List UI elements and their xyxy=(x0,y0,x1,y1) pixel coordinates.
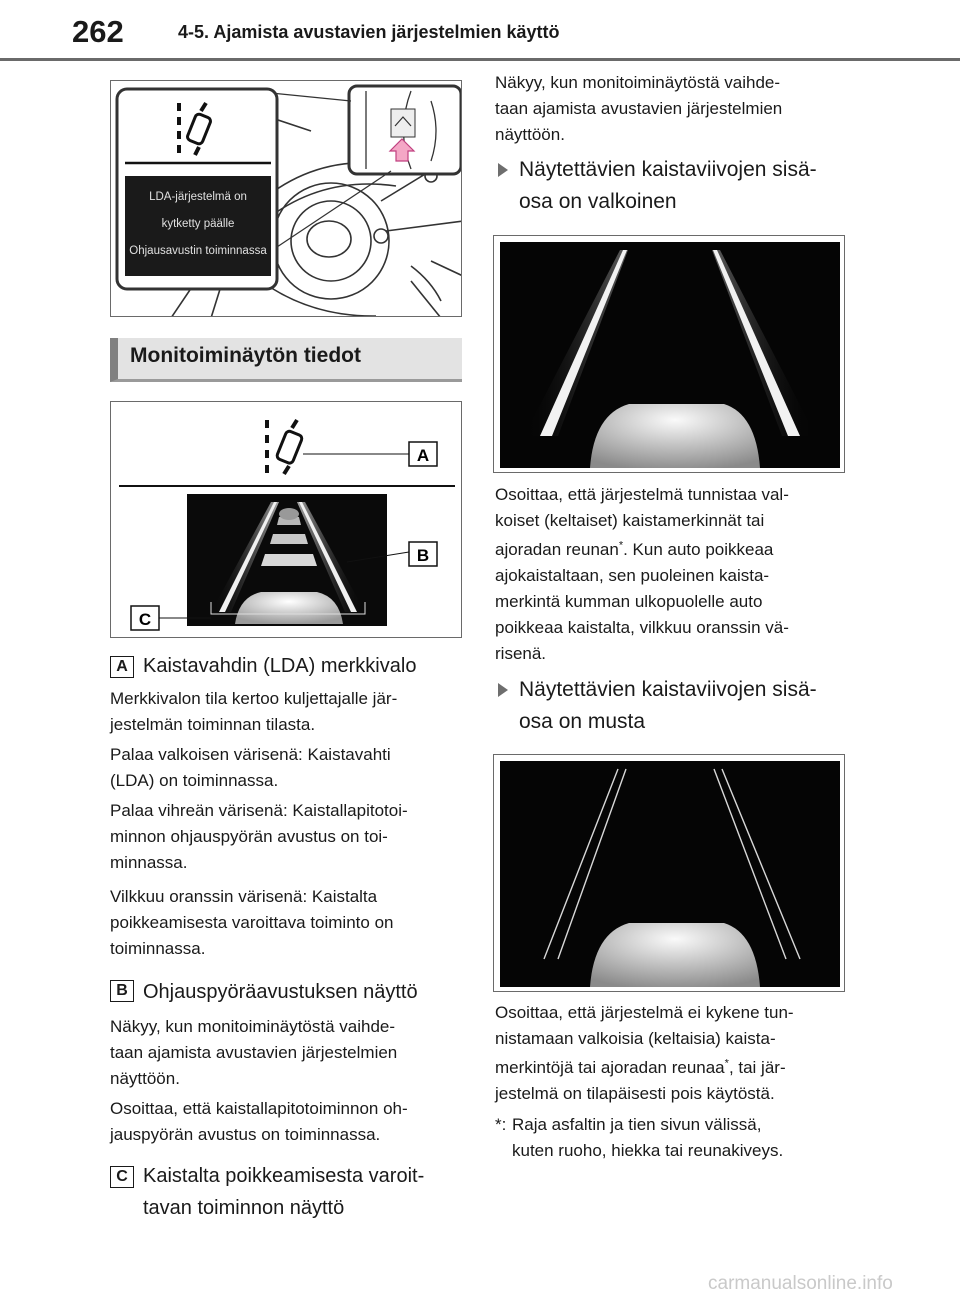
text-line: Näkyy, kun monitoiminäytöstä vaihde- xyxy=(110,1017,396,1036)
asterisk-marker: * xyxy=(618,539,624,552)
text-line: osa on musta xyxy=(519,710,646,733)
monitor-section-title: Monitoiminäytön tiedot xyxy=(130,344,361,367)
item-b-label: B xyxy=(110,980,134,1002)
text-line: osa on valkoinen xyxy=(519,190,677,213)
item-a-paragraph-3 xyxy=(110,798,470,876)
text-line: Näkyy, kun monitoiminäytöstä vaihde- xyxy=(495,73,781,92)
text-line: Raja asfaltin ja tien sivun välissä, xyxy=(512,1115,762,1134)
white-lane-display xyxy=(493,235,845,473)
asterisk-marker: * xyxy=(724,1057,729,1070)
text-line: taan ajamista avustavien järjestelmien xyxy=(495,99,783,118)
text-line: tavan toiminnon näyttö xyxy=(143,1197,345,1219)
item-a-paragraph-4 xyxy=(110,884,470,962)
text-line: kuten ruoho, hiekka tai reunakiveys. xyxy=(512,1141,784,1160)
text-segment: , tai jär- xyxy=(728,1058,786,1077)
item-b-title: Ohjauspyöräavustuksen näyttö xyxy=(143,981,418,1003)
text-line: jestelmän toiminnan tilasta. xyxy=(110,715,316,734)
lane-indicator-icon xyxy=(267,420,303,474)
monitor-section-heading xyxy=(110,338,462,382)
multi-info-drawing xyxy=(111,402,462,638)
text-line: (LDA) on toiminnassa. xyxy=(110,771,279,790)
text-line: Näytettävien kaistaviivojen sisä- xyxy=(519,678,817,701)
text-line: Merkkivalon tila kertoo kuljettajalle jär- xyxy=(110,689,398,708)
text-line: Osoittaa, että kaistallapitotoiminnon oh- xyxy=(110,1099,408,1118)
display-text-line1: LDA-järjestelmä on xyxy=(149,191,247,203)
page-header xyxy=(0,0,960,62)
header-rule xyxy=(0,58,960,61)
text-line: ajokaistaltaan, sen puoleinen kaista- xyxy=(495,566,770,585)
text-line: toiminnassa. xyxy=(110,939,206,958)
bullet-white-heading xyxy=(519,154,859,218)
text-line: merkintä kumman ulkopuolelle auto xyxy=(495,592,763,611)
item-b-paragraph-1 xyxy=(110,1014,470,1092)
footnote-marker: *: xyxy=(495,1115,507,1134)
black-lane-description xyxy=(495,1000,855,1107)
text-line: minnon ohjauspyörän avustus on toi- xyxy=(110,827,388,846)
callout-b: B xyxy=(416,546,430,565)
item-a-paragraph-1 xyxy=(110,686,470,738)
item-a-label: A xyxy=(110,656,134,678)
bullet-triangle-icon xyxy=(498,683,508,697)
text-segment: . Kun auto poikkeaa xyxy=(623,540,774,559)
text-line: Palaa vihreän värisenä: Kaistallapitotoi- xyxy=(110,801,408,820)
white-lane-description xyxy=(495,482,855,667)
text-line: taan ajamista avustavien järjestelmien xyxy=(110,1043,398,1062)
item-a-paragraph-2 xyxy=(110,742,470,794)
item-c-title xyxy=(143,1160,473,1224)
callout-c: C xyxy=(138,610,152,629)
text-line: Osoittaa, että järjestelmä ei kykene tun- xyxy=(495,1003,794,1022)
text-segment: merkintöjä tai ajoradan reunaa xyxy=(495,1058,725,1077)
text-line: Vilkkuu oranssin värisenä: Kaistalta xyxy=(110,887,378,906)
text-line: koiset (keltaiset) kaistamerkinnät tai xyxy=(495,511,765,530)
text-line: Palaa valkoisen värisenä: Kaistavahti xyxy=(110,745,391,764)
text-line xyxy=(495,537,855,563)
text-line: jauspyörän avustus on toiminnassa. xyxy=(110,1125,381,1144)
footnote-text xyxy=(512,1112,857,1164)
section-title: 4-5. Ajamista avustavien järjestelmien käyttö xyxy=(178,22,560,42)
text-line xyxy=(495,1055,855,1081)
item-a-title: Kaistavahdin (LDA) merkkivalo xyxy=(143,655,417,677)
text-line: näyttöön. xyxy=(495,125,565,144)
text-line: poikkeamisesta varoittava toiminto on xyxy=(110,913,394,932)
display-text-line2: kytketty päälle xyxy=(161,218,235,230)
display-text-line3: Ohjausavustin toiminnassa xyxy=(129,245,267,257)
text-line: minnassa. xyxy=(110,853,188,872)
dashboard-drawing xyxy=(111,81,462,317)
text-line: risenä. xyxy=(495,644,547,663)
text-line: näyttöön. xyxy=(110,1069,180,1088)
item-c-label: C xyxy=(110,1166,134,1188)
text-line: Osoittaa, että järjestelmä tunnistaa val- xyxy=(495,485,789,504)
text-line: Kaistalta poikkeamisesta varoit- xyxy=(143,1165,425,1187)
multi-info-display-illustration xyxy=(110,401,462,638)
dashboard-illustration xyxy=(110,80,462,317)
callout-a: A xyxy=(416,446,430,465)
white-lane-drawing xyxy=(494,236,845,473)
text-line: nistamaan valkoisia (keltaisia) kaista- xyxy=(495,1029,776,1048)
bullet-triangle-icon xyxy=(498,163,508,177)
text-line: Näytettävien kaistaviivojen sisä- xyxy=(519,158,817,181)
watermark-text: carmanualsonline.info xyxy=(708,1273,893,1294)
black-lane-display xyxy=(493,754,845,992)
bullet-black-heading xyxy=(519,674,859,738)
text-line: jestelmä on tilapäisesti pois käytöstä. xyxy=(495,1084,775,1103)
item-b-paragraph-2 xyxy=(110,1096,470,1148)
black-lane-drawing xyxy=(494,755,845,992)
text-segment: ajoradan reunan xyxy=(495,540,619,559)
text-line: poikkeaa kaistalta, vilkkuu oranssin vä- xyxy=(495,618,789,637)
right-intro-paragraph xyxy=(495,70,855,148)
page-number: 262 xyxy=(72,14,124,49)
